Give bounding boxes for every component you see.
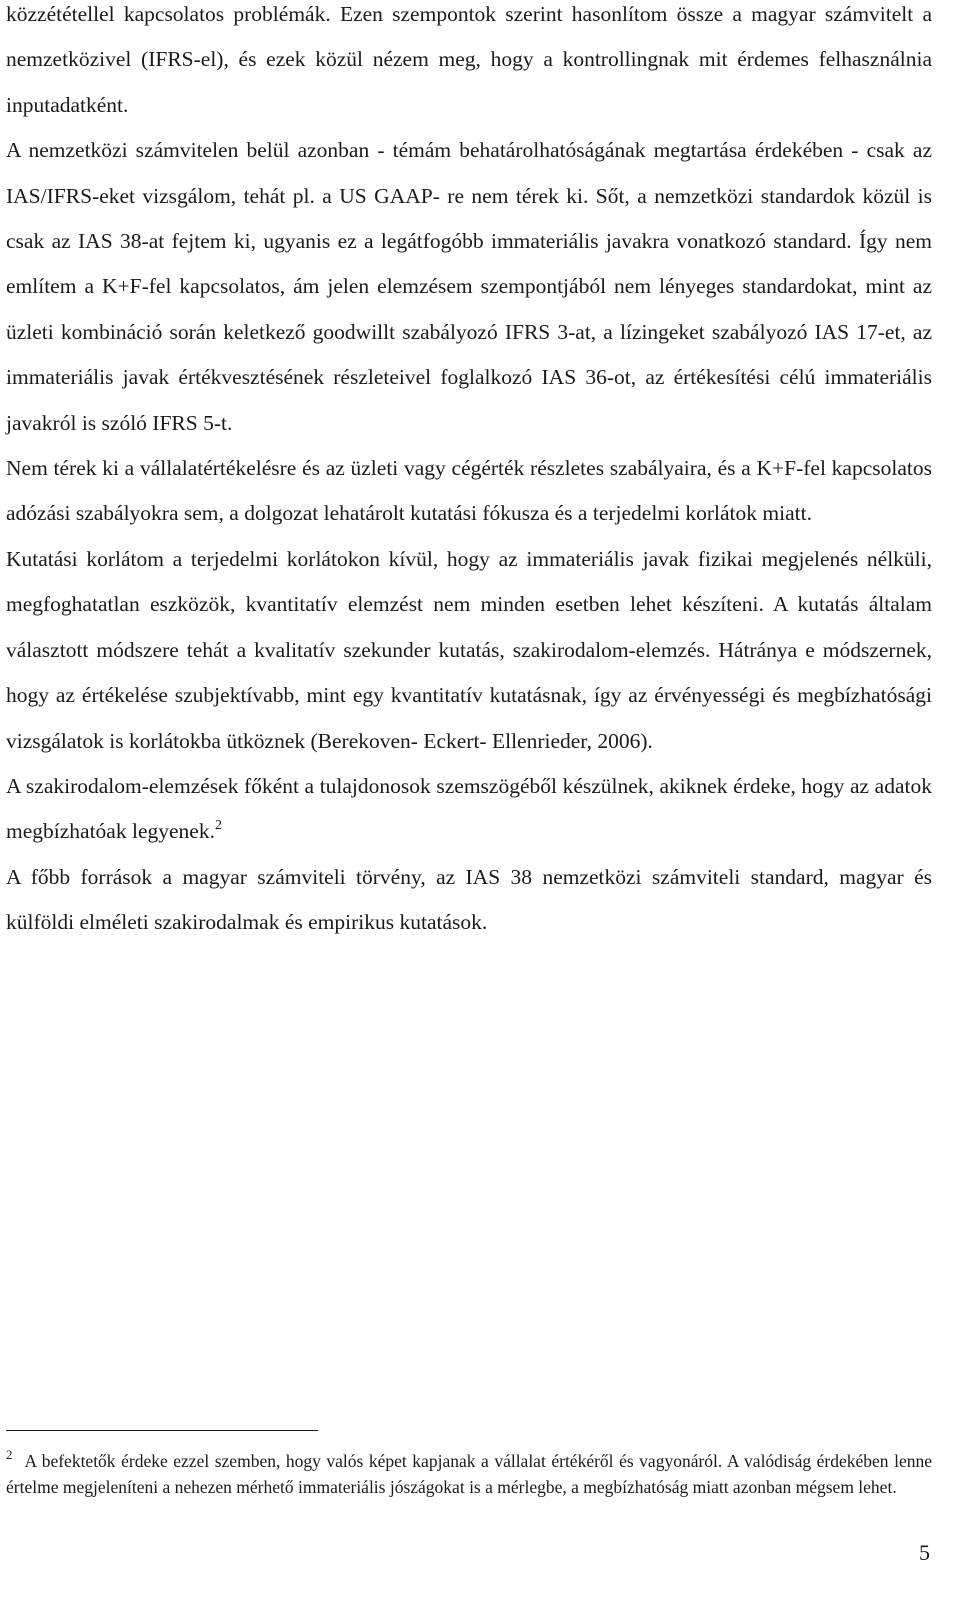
paragraph: A nemzetközi számvitelen belül azonban - témám behatárolhatóságának megtartása érdekében - csak az IAS/IFRS-eket vizsgálom, tehát pl. a US GAAP- re nem térek ki. Sőt, a nemzetközi standardok közül is csak az IAS 38-at fejtem ki, ugyanis ez a legátfogóbb immateriális javakra vonatkozó standard. Így nem említem a K+F-fel kapcsolatos, ám jelen elemzésem szempontjából nem lényeges standardokat, mint az üzleti kombináció során keletkező goodwillt szabályozó IFRS 3-at, a lízingeket szabályozó IAS 17-et, az immateriális javak értékvesztésének részleteivel foglalkozó IAS 36-ot, az értékesítési célú immateriális javakról is szóló IFRS 5-t.: [6, 138, 932, 435]
footnote: [6, 1448, 932, 1500]
paragraph: közzététellel kapcsolatos problémák. Ezen szempontok szerint hasonlítom össze a magyar számvitelt a nemzetközivel (IFRS-el), és ezek közül nézem meg, hogy a kontrollingnak mit érdemes felhasználnia inputadatként.: [6, 2, 932, 117]
footnote-separator: [6, 1430, 318, 1431]
footnote-number: 2: [6, 1447, 13, 1462]
page-number: 5: [919, 1540, 930, 1565]
footnote-reference[interactable]: 2: [214, 818, 222, 834]
paragraph: Nem térek ki a vállalatértékelésre és az üzleti vagy cégérték részletes szabályaira, és a K+F-fel kapcsolatos adózási szabályokra sem, a dolgozat lehatárolt kutatási fókusza és a terjedelmi korlátok miatt.: [6, 456, 932, 526]
paragraph: Kutatási korlátom a terjedelmi korlátokon kívül, hogy az immateriális javak fizikai megjelenés nélküli, megfoghatatlan eszközök, kvantitatív elemzést nem minden esetben lehet készíteni. A kutatás általam választott módszere tehát a kvalitatív szekunder kutatás, szakirodalom-elemzés. Hátránya e módszernek, hogy az értékelése szubjektívabb, mint egy kvantitatív kutatásnak, így az érvényességi és megbízhatósági vizsgálatok is korlátokba ütköznek (Berekoven- Eckert- Ellenrieder, 2006).: [6, 546, 932, 753]
paragraph-with-footnote: [6, 764, 932, 855]
paragraph: A főbb források a magyar számviteli törvény, az IAS 38 nemzetközi számviteli standard, magyar és külföldi elméleti szakirodalmak és empirikus kutatások.: [6, 864, 932, 935]
paragraph-text: A szakirodalom-elemzések főként a tulajdonosok szemszögéből készülnek, akiknek érdeke, hogy az adatok megbízhatóak legyenek.: [6, 773, 932, 844]
body-text: [6, 0, 932, 946]
footnote-text: A befektetők érdeke ezzel szemben, hogy valós képet kapjanak a vállalat értékéről és vagyonáról. A valódiság érdekében lenne értelme megjeleníteni a nehezen mérhető immateriális jószágokat is a mérlegbe, a megbízhatóság miatt azonban mégsem lehet.: [6, 1451, 932, 1497]
